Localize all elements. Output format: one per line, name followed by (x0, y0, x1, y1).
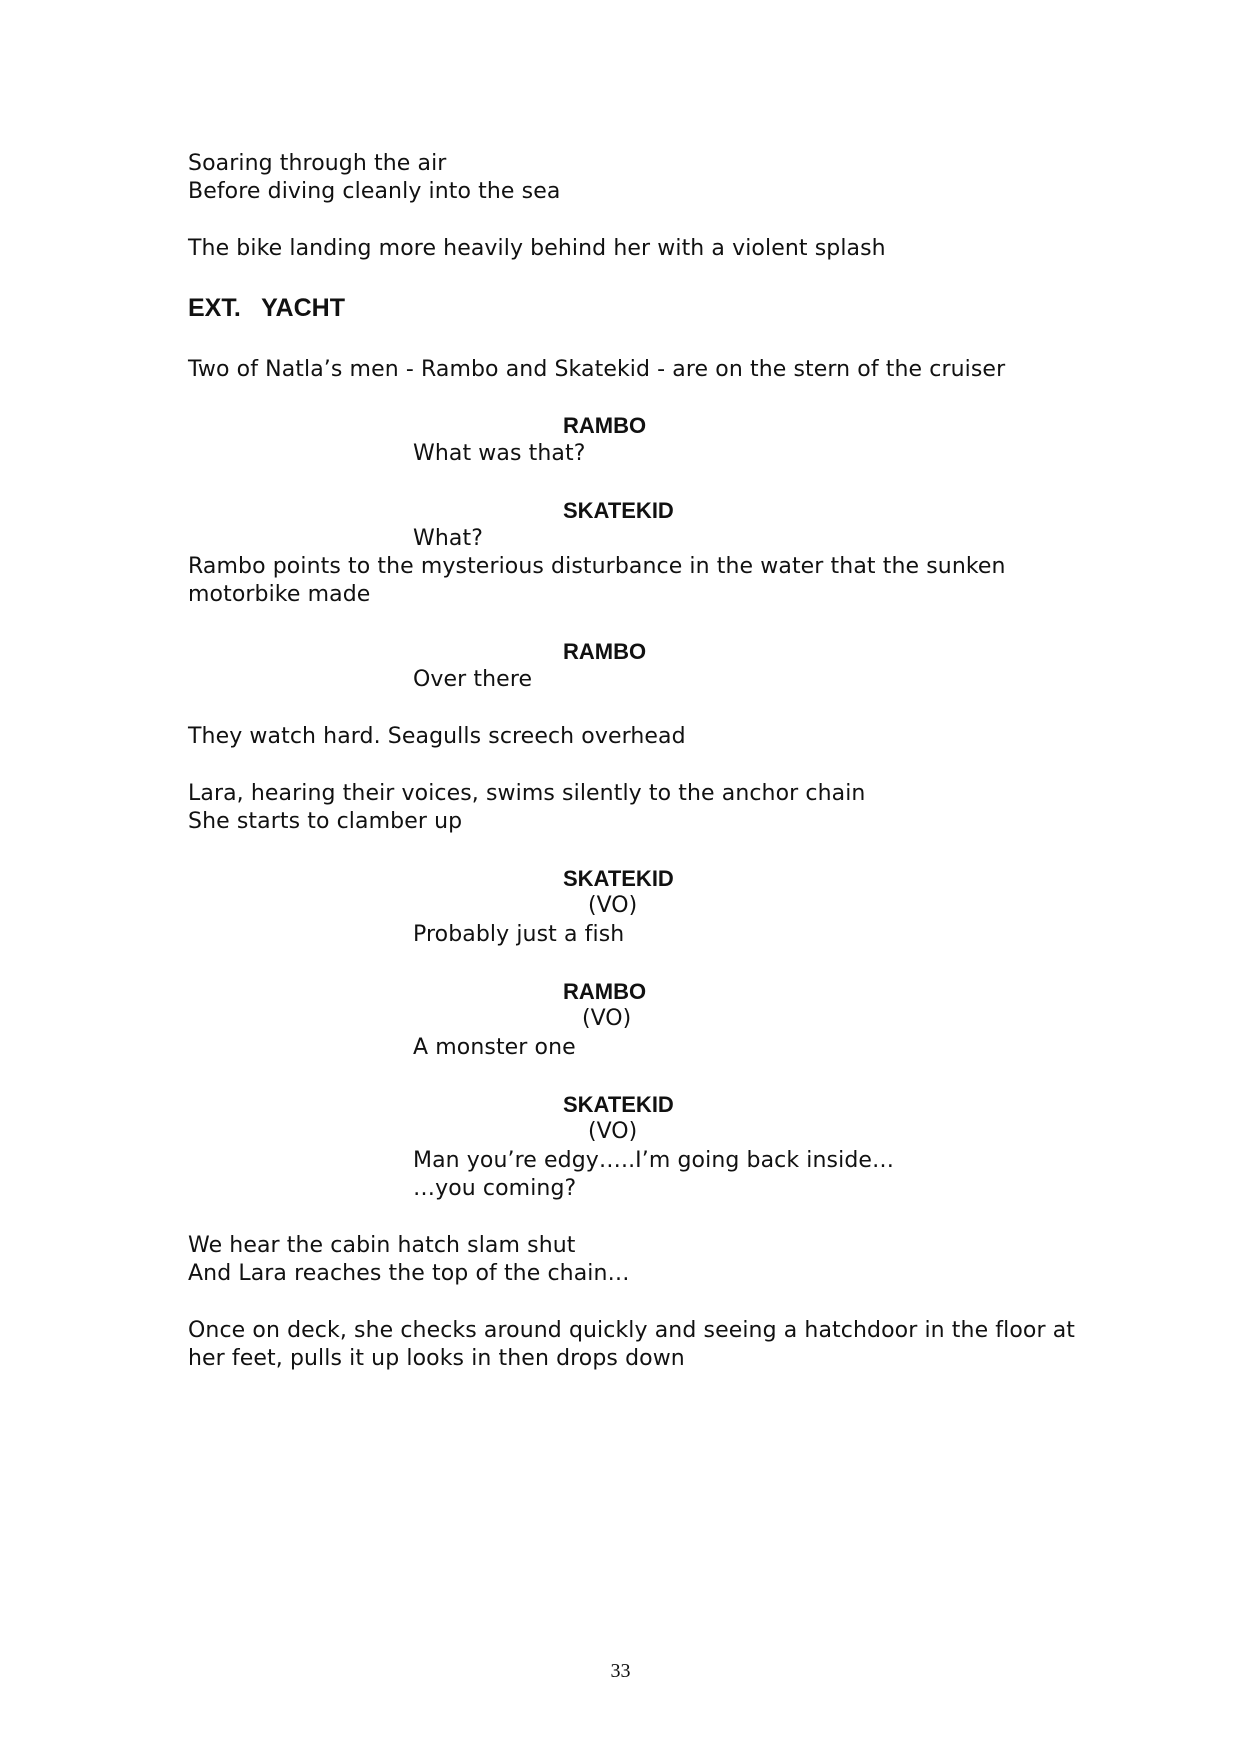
action-line: Soaring through the air (188, 151, 447, 176)
action-line: Once on deck, she checks around quickly and seeing a hatchdoor in the floor at (188, 1318, 1076, 1343)
character-name: SKATEKID (563, 866, 674, 891)
action-line: They watch hard. Seagulls screech overhead (188, 724, 686, 749)
action-line: The bike landing more heavily behind her with a violent splash (188, 236, 886, 261)
dialogue-line: …you coming? (413, 1176, 577, 1201)
character-name: RAMBO (563, 639, 647, 664)
dialogue-line: What was that? (413, 441, 586, 466)
character-name: RAMBO (563, 413, 647, 438)
action-line: She starts to clamber up (188, 809, 463, 834)
character-name: SKATEKID (563, 498, 674, 523)
dialogue-line: Probably just a fish (413, 922, 625, 947)
action-line: We hear the cabin hatch slam shut (188, 1233, 576, 1258)
action-line: Two of Natla’s men - Rambo and Skatekid - are on the stern of the cruiser (188, 357, 1006, 382)
action-line: Rambo points to the mysterious disturbance in the water that the sunken (188, 554, 1006, 579)
parenthetical: (VO) (582, 1006, 632, 1031)
page-number: 33 (610, 1660, 631, 1682)
action-line: Before diving cleanly into the sea (188, 179, 561, 204)
parenthetical: (VO) (588, 1119, 638, 1144)
action-line: Lara, hearing their voices, swims silently to the anchor chain (188, 781, 866, 806)
action-line: motorbike made (188, 582, 371, 607)
dialogue-line: Man you’re edgy…..I’m going back inside… (413, 1148, 895, 1173)
scene-heading: EXT. YACHT (188, 294, 345, 322)
dialogue-line: Over there (413, 667, 533, 692)
dialogue-line: What? (413, 526, 483, 551)
parenthetical: (VO) (588, 893, 638, 918)
dialogue-line: A monster one (413, 1035, 576, 1060)
character-name: SKATEKID (563, 1092, 674, 1117)
character-name: RAMBO (563, 979, 647, 1004)
action-line: her feet, pulls it up looks in then drops down (188, 1346, 685, 1371)
action-line: And Lara reaches the top of the chain… (188, 1261, 630, 1286)
